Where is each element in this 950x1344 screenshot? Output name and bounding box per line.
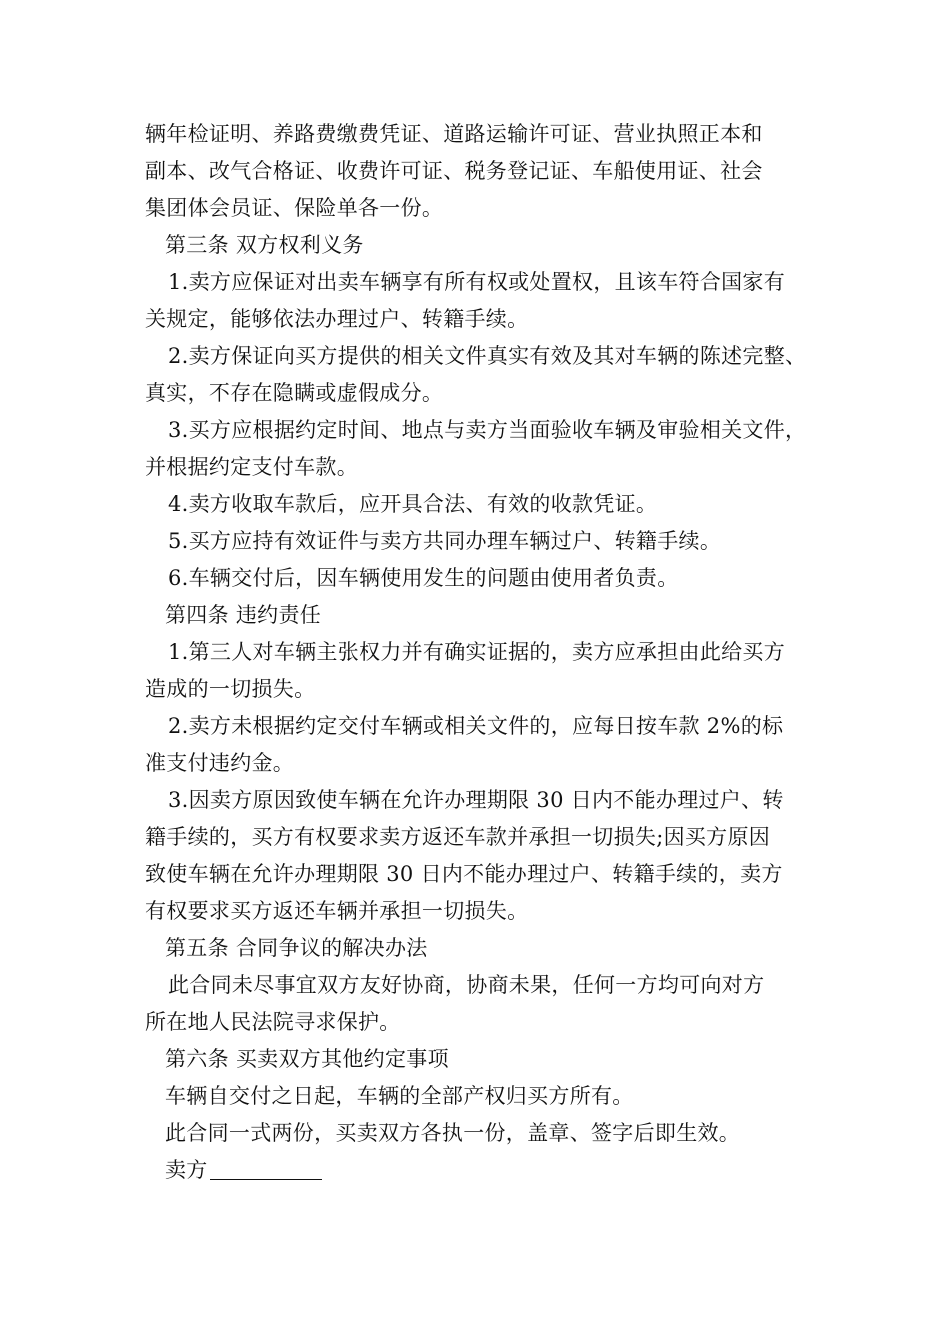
text-line-7: 2.卖方保证向买方提供的相关文件真实有效及其对车辆的陈述完整、 bbox=[168, 344, 807, 368]
text-line-16: 造成的一切损失。 bbox=[145, 677, 316, 701]
text-line-3: 集团体会员证、保险单各一份。 bbox=[145, 196, 444, 220]
text-line-25: 所在地人民法院寻求保护。 bbox=[145, 1010, 401, 1034]
text-line-21: 致使车辆在允许办理期限 30 日内不能办理过户、转籍手续的，卖方 bbox=[145, 862, 783, 886]
text-line-24: 此合同未尽事宜双方友好协商，协商未果，任何一方均可向对方 bbox=[168, 973, 765, 997]
text-line-9: 3.买方应根据约定时间、地点与卖方当面验收车辆及审验相关文件， bbox=[168, 418, 807, 442]
text-line-11: 4.卖方收取车款后，应开具合法、有效的收款凭证。 bbox=[168, 492, 658, 516]
text-line-12: 5.买方应持有效证件与卖方共同办理车辆过户、转籍手续。 bbox=[168, 529, 722, 553]
text-line-20: 籍手续的，买方有权要求卖方返还车款并承担一切损失;因买方原因 bbox=[145, 825, 771, 849]
text-line-1: 辆年检证明、养路费缴费凭证、道路运输许可证、营业执照正本和 bbox=[145, 122, 763, 146]
seller-label: 卖方 bbox=[165, 1158, 208, 1182]
seller-signature-line bbox=[165, 1155, 322, 1185]
text-line-2: 副本、改气合格证、收费许可证、税务登记证、车船使用证、社会 bbox=[145, 159, 763, 183]
section-heading-3: 第三条 双方权利义务 bbox=[165, 233, 364, 257]
text-line-28: 此合同一式两份，买卖双方各执一份，盖章、签字后即生效。 bbox=[165, 1121, 741, 1145]
section-heading-6: 第六条 买卖双方其他约定事项 bbox=[165, 1047, 449, 1071]
text-line-5: 1.卖方应保证对出卖车辆享有所有权或处置权，且该车符合国家有 bbox=[168, 270, 786, 294]
section-heading-5: 第五条 合同争议的解决办法 bbox=[165, 936, 428, 960]
text-line-22: 有权要求买方返还车辆并承担一切损失。 bbox=[145, 899, 529, 923]
section-heading-4: 第四条 违约责任 bbox=[165, 603, 322, 627]
seller-signature-blank bbox=[210, 1157, 322, 1180]
text-line-19: 3.因卖方原因致使车辆在允许办理期限 30 日内不能办理过户、转 bbox=[168, 788, 784, 812]
text-line-18: 准支付违约金。 bbox=[145, 751, 295, 775]
text-line-10: 并根据约定支付车款。 bbox=[145, 455, 358, 479]
text-line-6: 关规定，能够依法办理过户、转籍手续。 bbox=[145, 307, 529, 331]
text-line-17: 2.卖方未根据约定交付车辆或相关文件的，应每日按车款 2%的标 bbox=[168, 714, 784, 738]
text-line-15: 1.第三人对车辆主张权力并有确实证据的，卖方应承担由此给买方 bbox=[168, 640, 786, 664]
text-line-27: 车辆自交付之日起，车辆的全部产权归买方所有。 bbox=[165, 1084, 634, 1108]
text-line-13: 6.车辆交付后，因车辆使用发生的问题由使用者负责。 bbox=[168, 566, 679, 590]
text-line-8: 真实，不存在隐瞒或虚假成分。 bbox=[145, 381, 444, 405]
